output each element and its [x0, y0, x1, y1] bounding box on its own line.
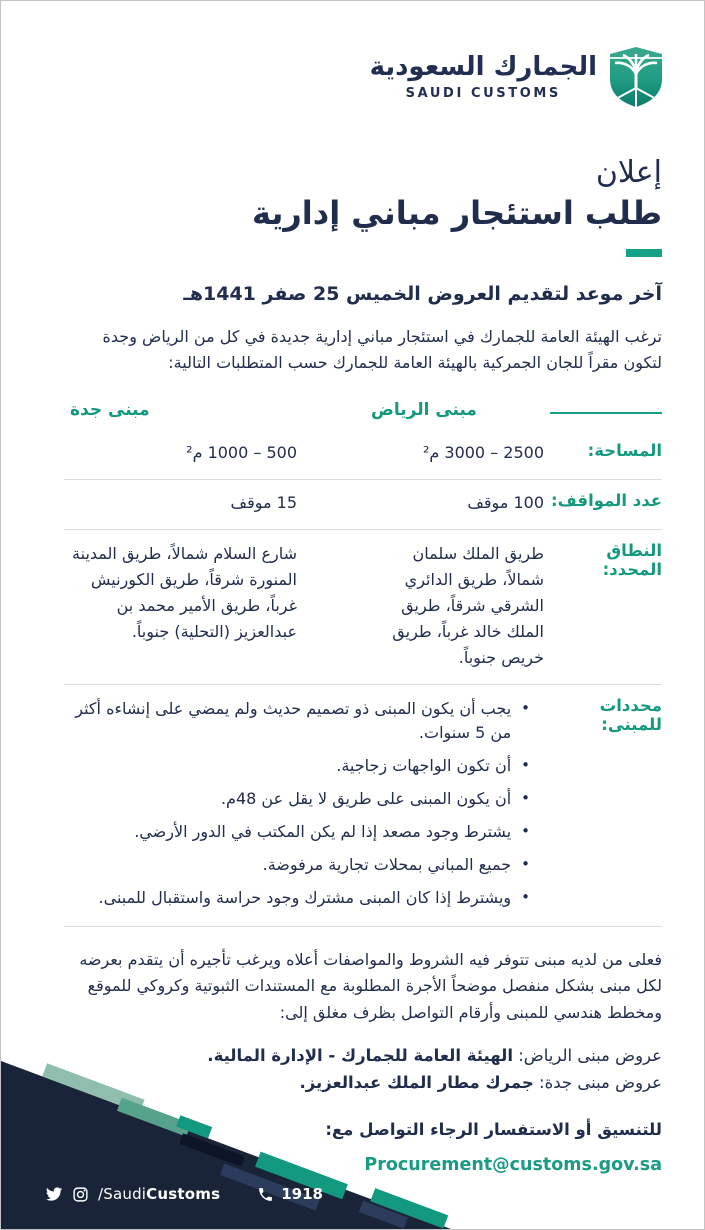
- instagram-icon[interactable]: [72, 1186, 89, 1203]
- cell-parking-jeddah: 15 موقف: [230, 493, 297, 513]
- table-row-area: [64, 430, 662, 479]
- footer-social-row: [45, 1185, 323, 1203]
- column-header-riyadh: مبنى الرياض: [371, 400, 477, 421]
- cell-parking-riyadh: 100 موقف: [467, 493, 544, 513]
- phone-number[interactable]: 1918: [281, 1185, 323, 1203]
- intro-paragraph: ترغب الهيئة العامة للجمارك في استئجار مباني إدارية جديدة في كل من الرياض وجدة لتكون مقراً للجان الجمركية بالهيئة العامة للجمارك حسب المتطلبات التالية:: [102, 326, 662, 372]
- offer-riyadh-destination: الهيئة العامة للجمارك - الإدارة المالية.: [207, 1046, 513, 1066]
- bullet-dot: •: [521, 887, 530, 906]
- saudi-customs-shield-icon: [610, 47, 662, 107]
- offer-line-jeddah: عروض مبنى جدة: جمرك مطار الملك عبدالعزيز.: [299, 1072, 662, 1092]
- bullet-dot: •: [521, 788, 530, 807]
- social-handle[interactable]: /SaudiCustoms: [98, 1185, 221, 1203]
- twitter-icon[interactable]: [45, 1185, 63, 1203]
- title-block: [64, 155, 662, 257]
- row-label-specs: محددات للمبنى:: [599, 695, 662, 734]
- logo-name-english: SAUDI CUSTOMS: [405, 85, 561, 101]
- offer-jeddah-destination: جمرك مطار الملك عبدالعزيز.: [299, 1072, 534, 1092]
- title-kicker: إعلان: [595, 155, 662, 190]
- spec-item: • أن تكون الواجهات زجاجية.: [336, 755, 530, 775]
- offer-line-riyadh: عروض مبنى الرياض: الهيئة العامة للجمارك - الإدارة المالية.: [207, 1046, 662, 1066]
- contact-line: للتنسيق أو الاستفسار الرجاء التواصل مع:: [325, 1119, 662, 1139]
- spec-item: • أن يكون المبنى على طريق لا يقل عن 48م.: [220, 788, 530, 808]
- table-row-parking: [64, 479, 662, 529]
- phone-group: [257, 1185, 323, 1203]
- logo-header: [64, 1, 662, 107]
- table-row-zone: [64, 529, 662, 684]
- table-bottom-line: [64, 926, 662, 927]
- title-underline-bar: [626, 249, 662, 257]
- bullet-dot: •: [521, 698, 530, 717]
- cell-area-riyadh: 2500 – 3000 م²: [422, 443, 544, 463]
- cell-zone-jeddah: شارع السلام شمالاً، طريق المدينة المنورة شرقاً، طريق الكورنيش غرباً، طريق الأمير محمد بن عبدالعزيز (التحلية) جنوباً.: [72, 543, 297, 641]
- specs-list: [64, 685, 544, 926]
- footer: [1, 1051, 704, 1229]
- bullet-dot: •: [521, 821, 530, 840]
- closing-paragraph: فعلى من لديه مبنى تتوفر فيه الشروط والمواصفات أعلاه ويرغب تأجيره أن يتقدم بعرضه لكل مبنى بشكل منفصل موضحاً الأجرة المطلوبة مع المستندات الثبوتية وكروكي للموقع ومخطط هندسي للمبنى وأرقام التواصل بظرف مغلق إلى:: [79, 949, 662, 1023]
- table-header-row: [64, 392, 662, 430]
- deadline-text: آخر موعد لتقديم العروض الخميس 25 صفر 1441هـ: [183, 282, 662, 305]
- contact-email[interactable]: Procurement@customs.gov.sa: [364, 1155, 662, 1176]
- table-row-specs: [64, 684, 662, 926]
- row-label-zone: النطاق المحدد:: [602, 540, 662, 579]
- bullet-dot: •: [521, 854, 530, 873]
- column-header-jeddah: مبنى جدة: [70, 400, 150, 421]
- spec-item: • يجب أن يكون المبنى ذو تصميم حديث ولم يمضي على إنشاءه أكثر من 5 سنوات.: [75, 698, 530, 742]
- phone-icon: [257, 1186, 274, 1203]
- page-title: طلب استئجار مباني إدارية: [251, 194, 662, 232]
- spec-item: • جميع المباني بمحلات تجارية مرفوضة.: [262, 854, 530, 874]
- cell-area-jeddah: 500 – 1000 م²: [186, 443, 297, 463]
- bullet-dot: •: [521, 755, 530, 774]
- logo-name-arabic: الجمارك السعودية: [369, 52, 597, 83]
- spec-item: • ويشترط إذا كان المبنى مشترك وجود حراسة واستقبال للمبنى.: [98, 887, 530, 907]
- row-label-area: المساحة:: [587, 441, 662, 461]
- requirements-table: [64, 392, 662, 926]
- cell-zone-riyadh: طريق الملك سلمان شمالاً، طريق الدائري الشرقي شرقاً، طريق الملك خالد غرباً، طريق خريص جنوباً.: [392, 543, 544, 667]
- header-teal-line: [550, 412, 662, 414]
- spec-item: • يشترط وجود مصعد إذا لم يكن المكتب في الدور الأرضي.: [134, 821, 530, 841]
- row-label-parking: عدد المواقف:: [551, 491, 662, 511]
